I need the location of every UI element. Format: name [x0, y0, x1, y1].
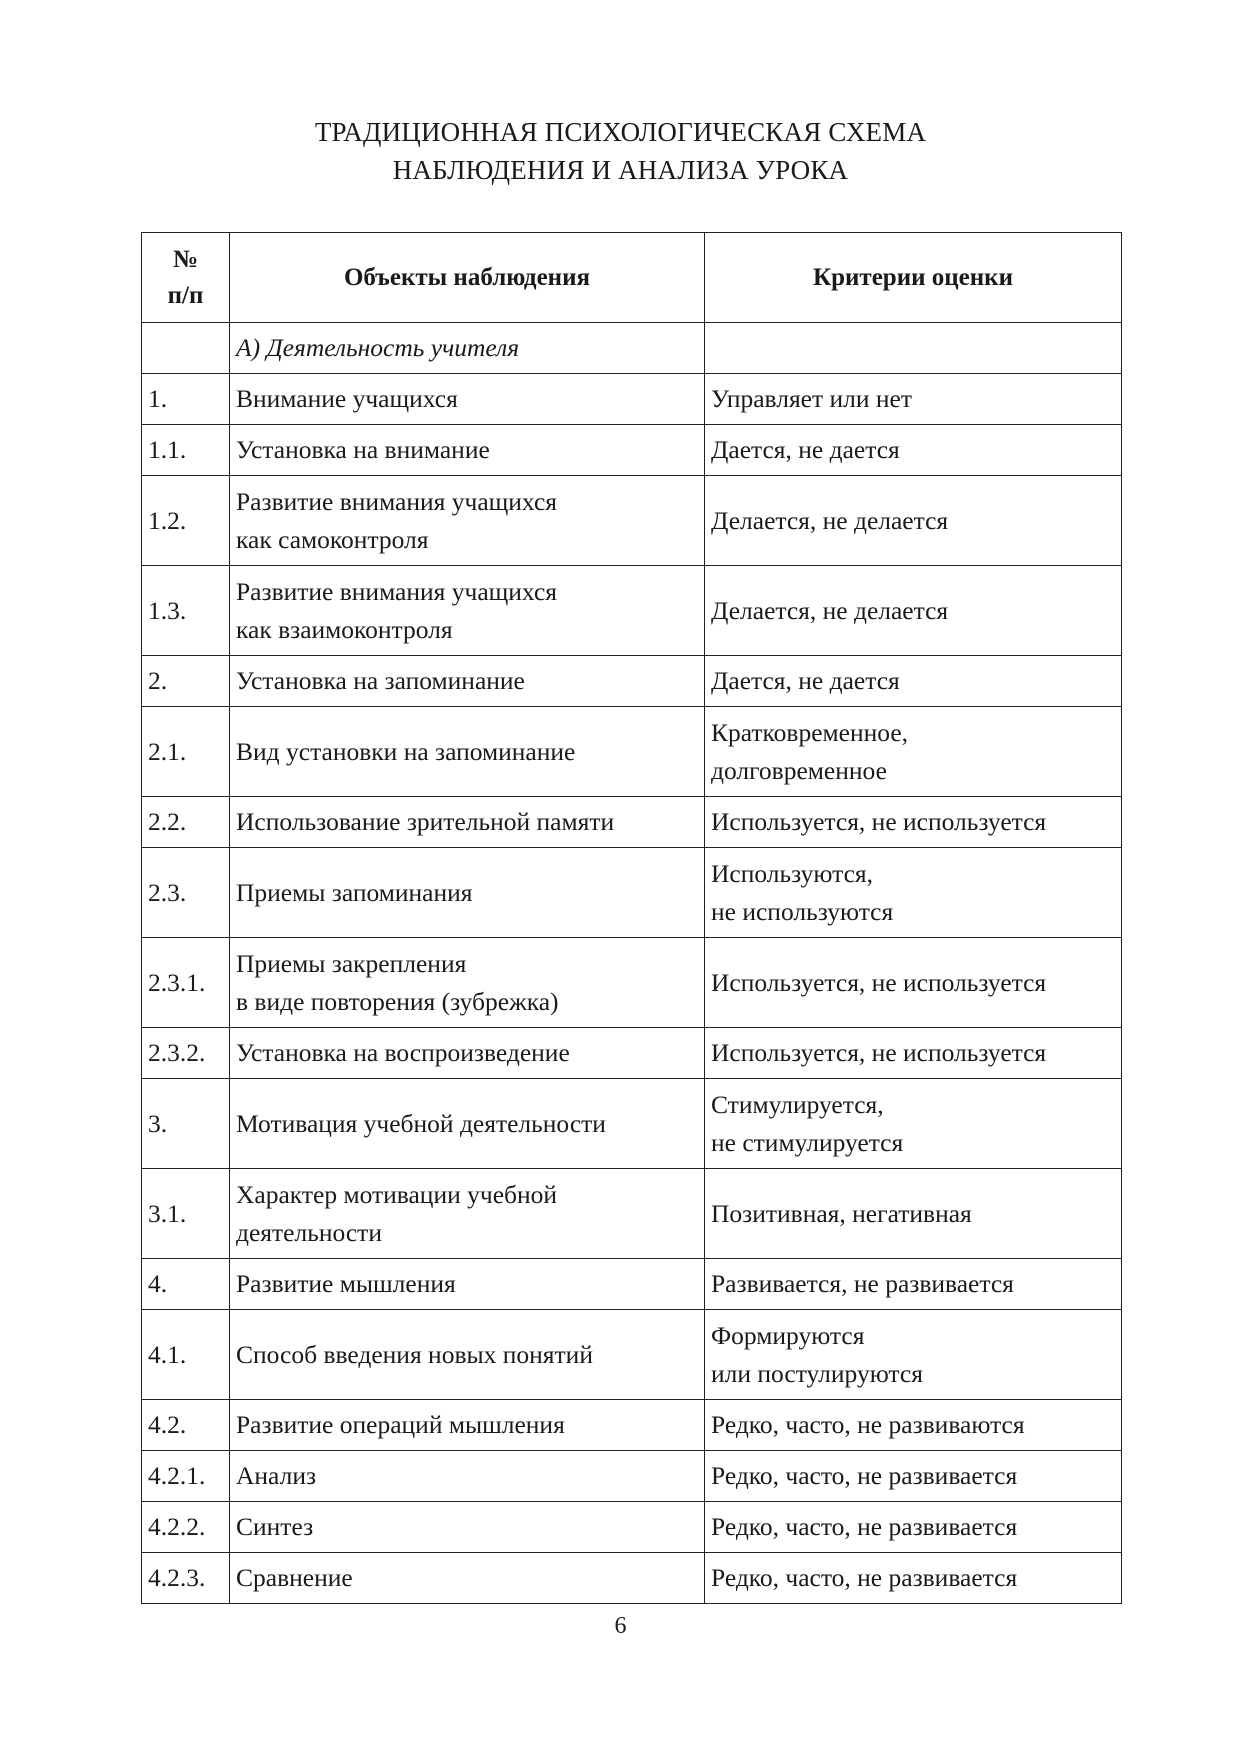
row-criteria: [705, 1451, 1122, 1502]
table-row: [142, 797, 1122, 848]
table-row: [142, 1451, 1122, 1502]
criteria-text-line: долговременное: [711, 755, 887, 785]
object-text-line: в виде повторения (зубрежка): [236, 986, 559, 1016]
object-text-line: Приемы запоминания: [236, 877, 473, 907]
title-line-2: НАБЛЮДЕНИЯ И АНАЛИЗА УРОКА: [392, 155, 849, 185]
criteria-text-line: Редко, часто, не развиваются: [711, 1410, 1025, 1439]
criteria-text-line: Кратковременное,: [711, 717, 909, 747]
object-text-line: Использование зрительной памяти: [236, 807, 615, 836]
row-criteria: [705, 1259, 1122, 1310]
row-object: [230, 656, 705, 707]
row-number: 2.3.: [142, 848, 230, 938]
criteria-text-line: Дается, не дается: [711, 435, 900, 464]
row-object: [230, 1079, 705, 1169]
header-number: № п/п: [142, 233, 230, 323]
criteria-text-line: не стимулируется: [711, 1127, 904, 1157]
row-object: [230, 707, 705, 797]
criteria-text-line: или постулируются: [711, 1358, 923, 1388]
criteria-text-line: Делается, не делается: [711, 595, 949, 625]
row-object: [230, 476, 705, 566]
row-criteria: [705, 707, 1122, 797]
table-row: [142, 1553, 1122, 1604]
row-number: 4.2.1.: [142, 1451, 230, 1502]
object-text-line: Синтез: [236, 1512, 314, 1541]
object-text-line: Установка на внимание: [236, 435, 490, 464]
object-text-line: как самоконтроля: [236, 524, 429, 554]
section-number-cell: [142, 323, 230, 374]
criteria-text-line: Управляет или нет: [711, 384, 913, 413]
table-row: [142, 566, 1122, 656]
row-object: [230, 425, 705, 476]
table-row: [142, 707, 1122, 797]
table-row: [142, 1259, 1122, 1310]
row-criteria: [705, 566, 1122, 656]
section-row: [142, 323, 1122, 374]
criteria-text-line: Развивается, не развивается: [711, 1269, 1014, 1298]
object-text-line: Приемы закрепления: [236, 948, 467, 978]
row-number: 2.: [142, 656, 230, 707]
criteria-text-line: Позитивная, негативная: [711, 1198, 972, 1228]
criteria-text-line: Дается, не дается: [711, 666, 900, 695]
object-text-line: Развитие внимания учащихся: [236, 576, 557, 606]
row-number: 4.: [142, 1259, 230, 1310]
table-row: [142, 938, 1122, 1028]
table-row: [142, 425, 1122, 476]
row-number: 3.: [142, 1079, 230, 1169]
row-object: [230, 1553, 705, 1604]
row-object: [230, 1502, 705, 1553]
criteria-text-line: не используются: [711, 896, 894, 926]
table-row: [142, 848, 1122, 938]
row-number: 1.3.: [142, 566, 230, 656]
object-text-line: Внимание учащихся: [236, 384, 458, 413]
object-text-line: деятельности: [236, 1217, 382, 1247]
table-row: [142, 1502, 1122, 1553]
table-row: [142, 374, 1122, 425]
row-criteria: [705, 1400, 1122, 1451]
row-object: [230, 848, 705, 938]
criteria-text-line: Формируются: [711, 1320, 865, 1350]
object-text-line: Развитие операций мышления: [236, 1410, 565, 1439]
row-criteria: [705, 1079, 1122, 1169]
row-object: [230, 566, 705, 656]
row-criteria: [705, 848, 1122, 938]
row-number: 1.: [142, 374, 230, 425]
table-row: [142, 1028, 1122, 1079]
object-text-line: как взаимоконтроля: [236, 614, 453, 644]
row-criteria: [705, 374, 1122, 425]
object-text-line: Анализ: [236, 1461, 317, 1490]
row-number: 2.3.2.: [142, 1028, 230, 1079]
object-text-line: Вид установки на запоминание: [236, 736, 576, 766]
row-number: 4.2.3.: [142, 1553, 230, 1604]
page-title: [0, 113, 1241, 189]
row-number: 1.2.: [142, 476, 230, 566]
row-criteria: [705, 1028, 1122, 1079]
object-text-line: Способ введения новых понятий: [236, 1339, 593, 1369]
table-row: [142, 476, 1122, 566]
table-row: [142, 1310, 1122, 1400]
row-number: 2.2.: [142, 797, 230, 848]
page-number: 6: [614, 1613, 627, 1639]
row-criteria: [705, 656, 1122, 707]
object-text-line: Установка на запоминание: [236, 666, 525, 695]
table-header-row: [142, 233, 1122, 323]
object-text-line: Развитие мышления: [236, 1269, 456, 1298]
section-label: А) Деятельность учителя: [230, 323, 705, 374]
row-number: 2.1.: [142, 707, 230, 797]
row-criteria: [705, 1310, 1122, 1400]
row-number: 2.3.1.: [142, 938, 230, 1028]
row-criteria: [705, 797, 1122, 848]
observation-table: [141, 232, 1122, 1604]
row-criteria: [705, 1169, 1122, 1259]
header-objects: Объекты наблюдения: [230, 233, 705, 323]
criteria-text-line: Стимулируется,: [711, 1089, 884, 1119]
row-object: [230, 1310, 705, 1400]
row-number: 1.1.: [142, 425, 230, 476]
object-text-line: Установка на воспроизведение: [236, 1038, 570, 1067]
object-text-line: Развитие внимания учащихся: [236, 486, 557, 516]
row-number: 4.1.: [142, 1310, 230, 1400]
criteria-text-line: Используется, не используется: [711, 967, 1047, 997]
row-number: 4.2.2.: [142, 1502, 230, 1553]
row-object: [230, 1451, 705, 1502]
table-row: [142, 1169, 1122, 1259]
criteria-text-line: Используется, не используется: [711, 1038, 1047, 1067]
row-number: 4.2.: [142, 1400, 230, 1451]
row-criteria: [705, 425, 1122, 476]
row-object: [230, 1259, 705, 1310]
row-number: 3.1.: [142, 1169, 230, 1259]
row-criteria: [705, 1502, 1122, 1553]
row-object: [230, 1169, 705, 1259]
header-criteria: Критерии оценки: [705, 233, 1122, 323]
row-criteria: [705, 938, 1122, 1028]
table-row: [142, 656, 1122, 707]
object-text-line: Мотивация учебной деятельности: [236, 1108, 606, 1138]
criteria-text-line: Используется, не используется: [711, 807, 1047, 836]
title-line-1: ТРАДИЦИОННАЯ ПСИХОЛОГИЧЕСКАЯ СХЕМА: [314, 117, 927, 147]
criteria-text-line: Делается, не делается: [711, 505, 949, 535]
row-object: [230, 938, 705, 1028]
row-criteria: [705, 1553, 1122, 1604]
criteria-text-line: Редко, часто, не развивается: [711, 1512, 1018, 1541]
criteria-text-line: Редко, часто, не развивается: [711, 1563, 1018, 1592]
row-object: [230, 1028, 705, 1079]
object-text-line: Сравнение: [236, 1563, 353, 1592]
table-row: [142, 1079, 1122, 1169]
row-object: [230, 1400, 705, 1451]
object-text-line: Характер мотивации учебной: [236, 1179, 558, 1209]
section-criteria-cell: [705, 323, 1122, 374]
row-object: [230, 374, 705, 425]
criteria-text-line: Используются,: [711, 858, 874, 888]
row-criteria: [705, 476, 1122, 566]
table-row: [142, 1400, 1122, 1451]
criteria-text-line: Редко, часто, не развивается: [711, 1461, 1018, 1490]
row-object: [230, 797, 705, 848]
